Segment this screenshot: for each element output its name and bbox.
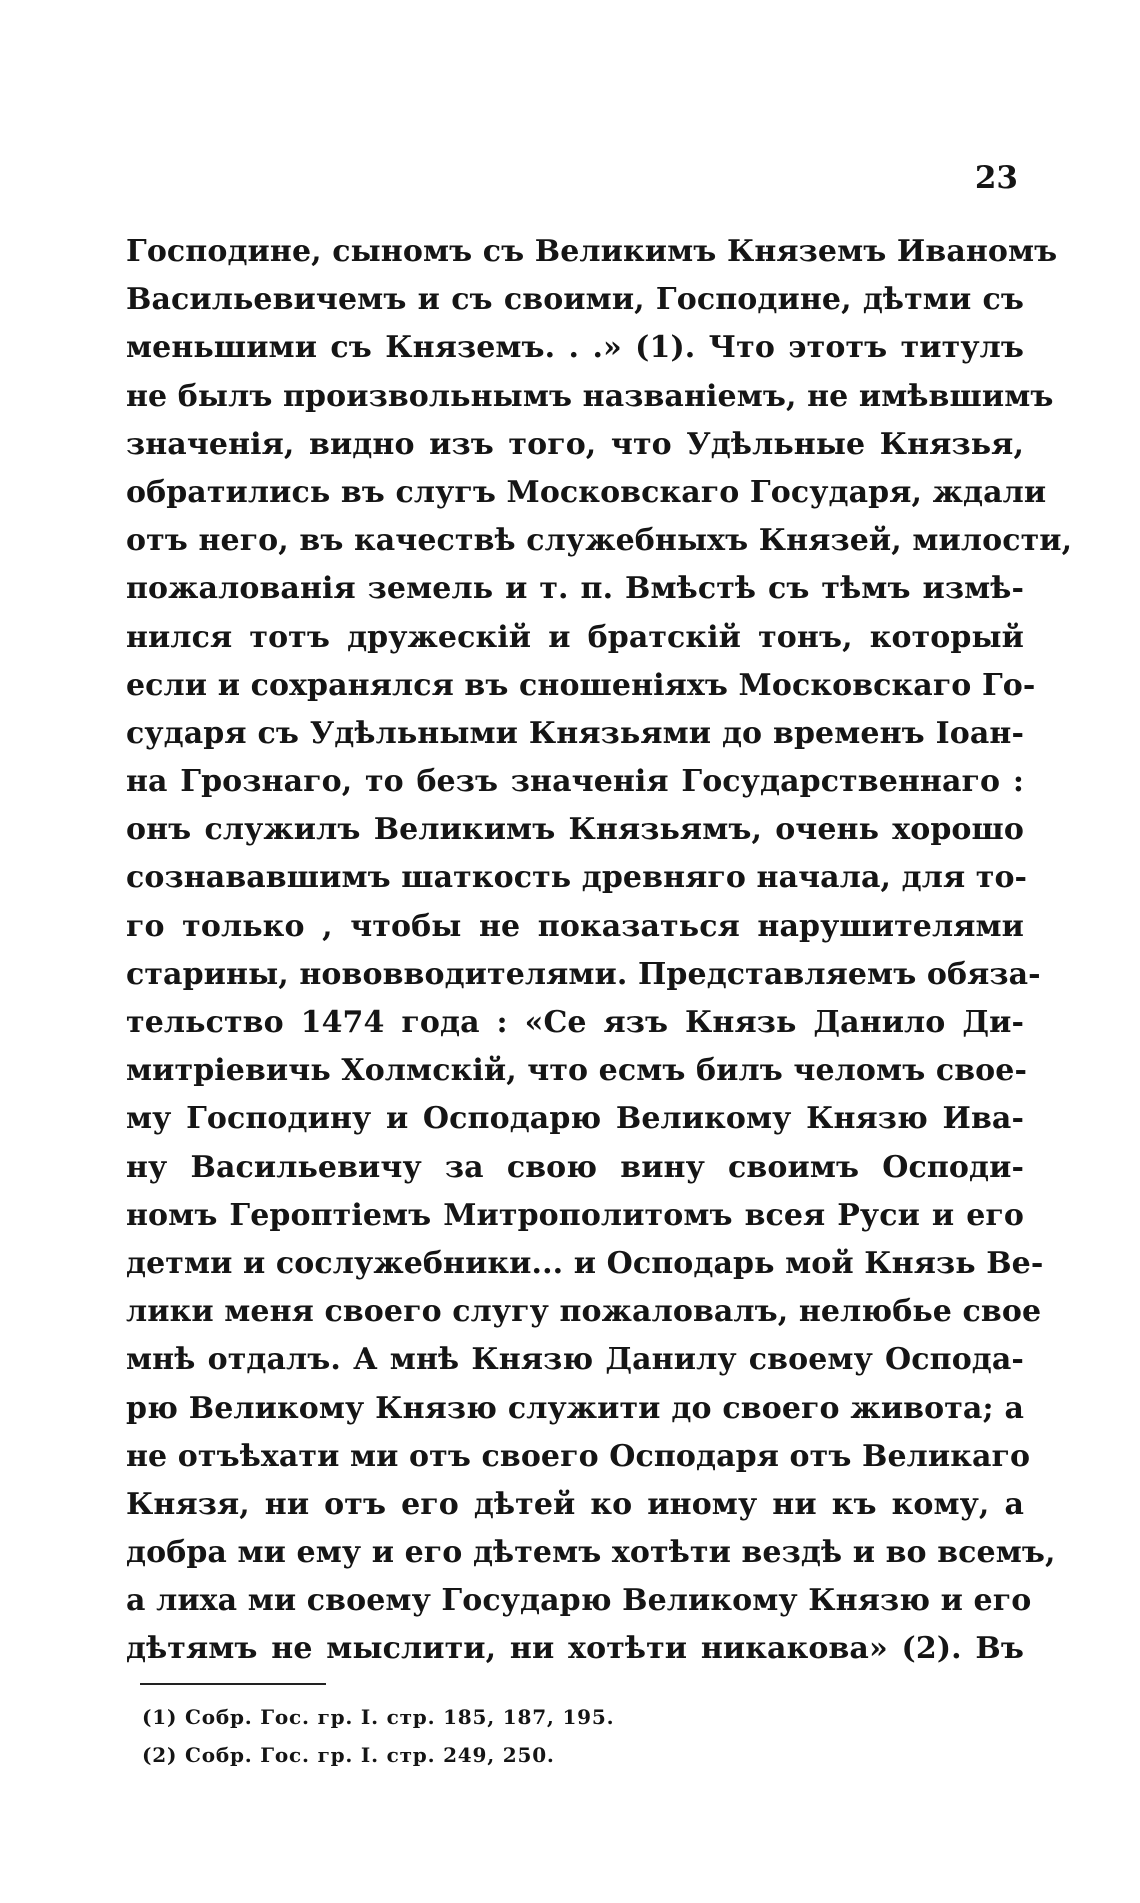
text-line: значенія, видно изъ того, что Удѣльные Князья, [126, 426, 1024, 462]
text-line: го только , чтобы не показаться нарушителями [126, 908, 1024, 944]
body-text [126, 228, 1073, 1674]
text-line: дѣтямъ не мыслити, ни хотѣти никакова» (2). Въ [126, 1631, 1024, 1667]
text-line: номъ Героптіемъ Митрополитомъ всея Руси и его [126, 1197, 1024, 1233]
text-line: не отъѣхати ми отъ своего Осподаря отъ Великаго [126, 1438, 1031, 1474]
text-line: детми и сослужебники... и Осподарь мой Князь Ве- [126, 1245, 1044, 1281]
text-line: му Господину и Осподарю Великому Князю Ива- [126, 1101, 1024, 1137]
footnotes [142, 1698, 842, 1774]
text-line: Господине, сыномъ съ Великимъ Княземъ Иваномъ [126, 234, 1058, 269]
text-line: не былъ произвольнымъ названіемъ, не имѣвшимъ [126, 378, 1054, 414]
text-line: если и сохранялся въ сношеніяхъ Московскаго Го- [126, 667, 1036, 703]
page-number: 23 [974, 160, 1018, 196]
footnote-2: (2) Собр. Гос. гр. I. стр. 249, 250. [142, 1743, 555, 1767]
text-line: митріевичь Холмскій, что есмъ билъ челомъ свое- [126, 1053, 1028, 1089]
footnote-divider [140, 1683, 326, 1685]
footnote-1: (1) Собр. Гос. гр. I. стр. 185, 187, 195. [142, 1705, 615, 1729]
text-line: отъ него, въ качествѣ служебныхъ Князей, милости, [126, 523, 1073, 559]
text-line: тельство 1474 года : «Се язъ Князь Данило Ди- [126, 1005, 1024, 1040]
text-line: лики меня своего слугу пожаловалъ, нелюбье свое [126, 1294, 1042, 1330]
text-line: старины, нововводителями. Представляемъ обяза- [126, 956, 1041, 992]
text-line: на Грознаго, то безъ значенія Государственнаго : [126, 764, 1024, 800]
text-line: обратились въ слугъ Московскаго Государя, ждали [126, 474, 1047, 510]
text-line: онъ служилъ Великимъ Князьямъ, очень хорошо [126, 812, 1024, 848]
text-line: Васильевичемъ и съ своими, Господине, дѣтми съ [126, 282, 1024, 318]
text-line: сударя съ Удѣльными Князьями до временъ Іоан- [126, 715, 1024, 751]
text-line: сознававшимъ шаткость древняго начала, для то- [126, 860, 1028, 896]
text-line: Князя, ни отъ его дѣтей ко иному ни къ кому, а [126, 1486, 1024, 1522]
text-line: добра ми ему и его дѣтемъ хотѣти вездѣ и во всемъ, [126, 1535, 1056, 1571]
text-line: ну Васильевичу за свою вину своимъ Осподи- [126, 1149, 1024, 1185]
text-line: нился тотъ дружескій и братскій тонъ, который [126, 619, 1024, 655]
text-line: а лиха ми своему Государю Великому Князю и его [126, 1583, 1032, 1619]
text-line: рю Великому Князю служити до своего живота; а [126, 1390, 1024, 1426]
text-line: пожалованія земель и т. п. Вмѣстѣ съ тѣмъ измѣ- [126, 571, 1024, 607]
text-line: мнѣ отдалъ. А мнѣ Князю Данилу своему Осподa- [126, 1342, 1024, 1378]
text-line: меньшими съ Княземъ. . .» (1). Что этотъ титулъ [126, 330, 1024, 366]
